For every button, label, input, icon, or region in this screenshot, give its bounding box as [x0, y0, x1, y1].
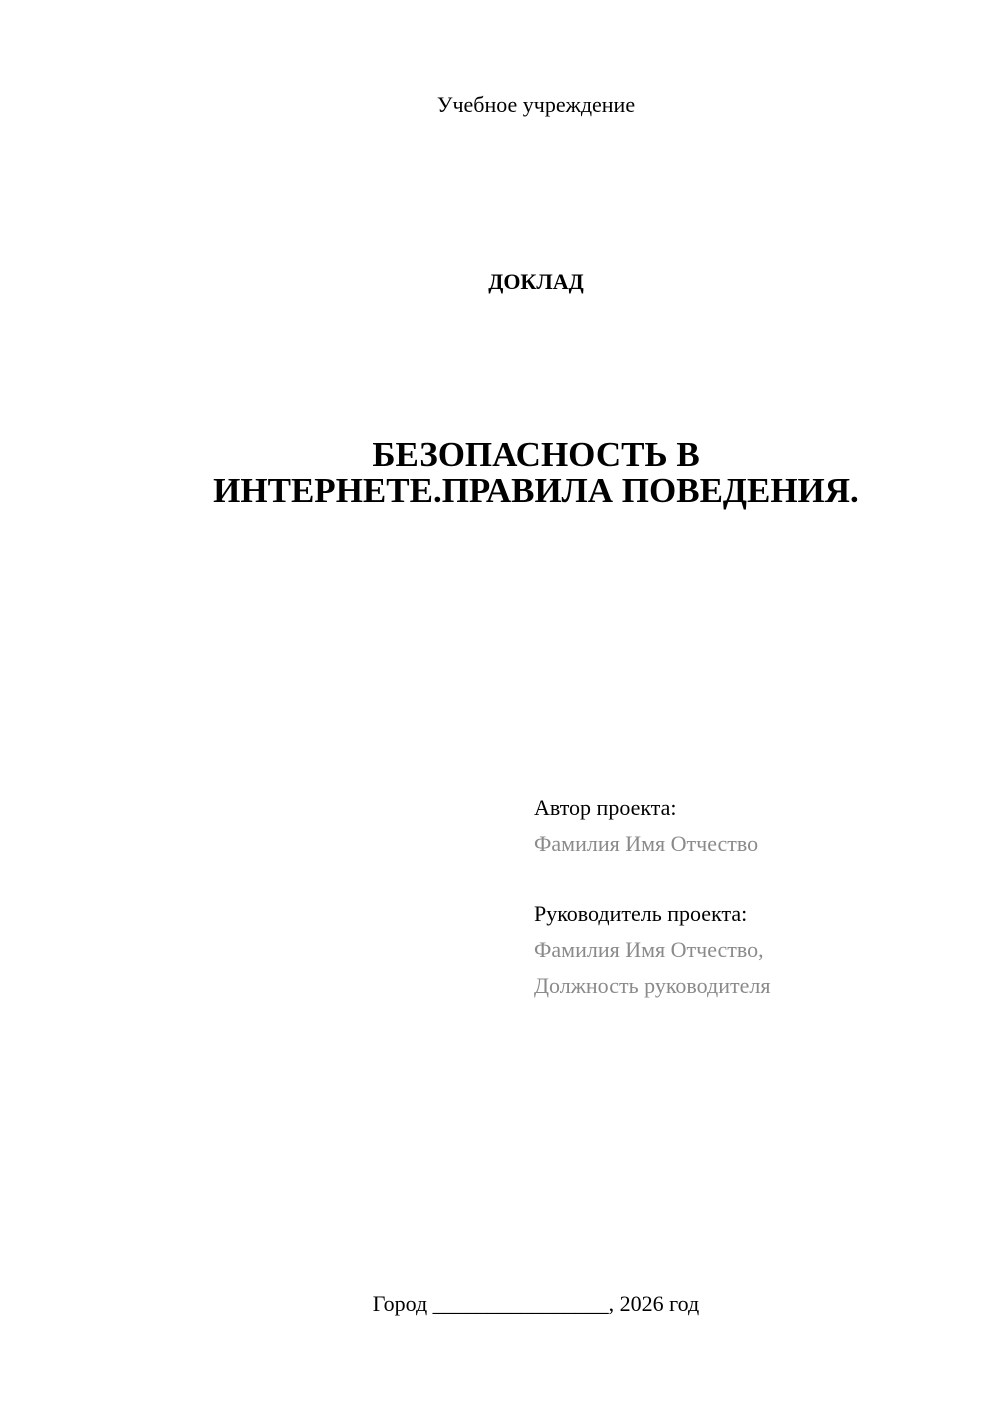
supervisor-position: Должность руководителя: [534, 973, 771, 998]
institution-name: Учебное учреждение: [436, 92, 636, 117]
author-label: Автор проекта:: [534, 795, 677, 820]
report-title: [0, 437, 1000, 509]
supervisor-name: Фамилия Имя Отчество,: [534, 937, 764, 962]
supervisor-label: Руководитель проекта:: [534, 901, 748, 926]
document-type: ДОКЛАД: [488, 269, 584, 294]
author-block: [534, 790, 974, 1004]
report-title-line-2: ИНТЕРНЕТЕ.ПРАВИЛА ПОВЕДЕНИЯ.: [213, 471, 859, 510]
city-year-line: Город ________________, 2026 год: [372, 1291, 700, 1316]
author-block-spacer: [534, 862, 974, 896]
report-title-line-1: БЕЗОПАСНОСТЬ В: [372, 435, 700, 474]
author-name: Фамилия Имя Отчество: [534, 831, 759, 856]
